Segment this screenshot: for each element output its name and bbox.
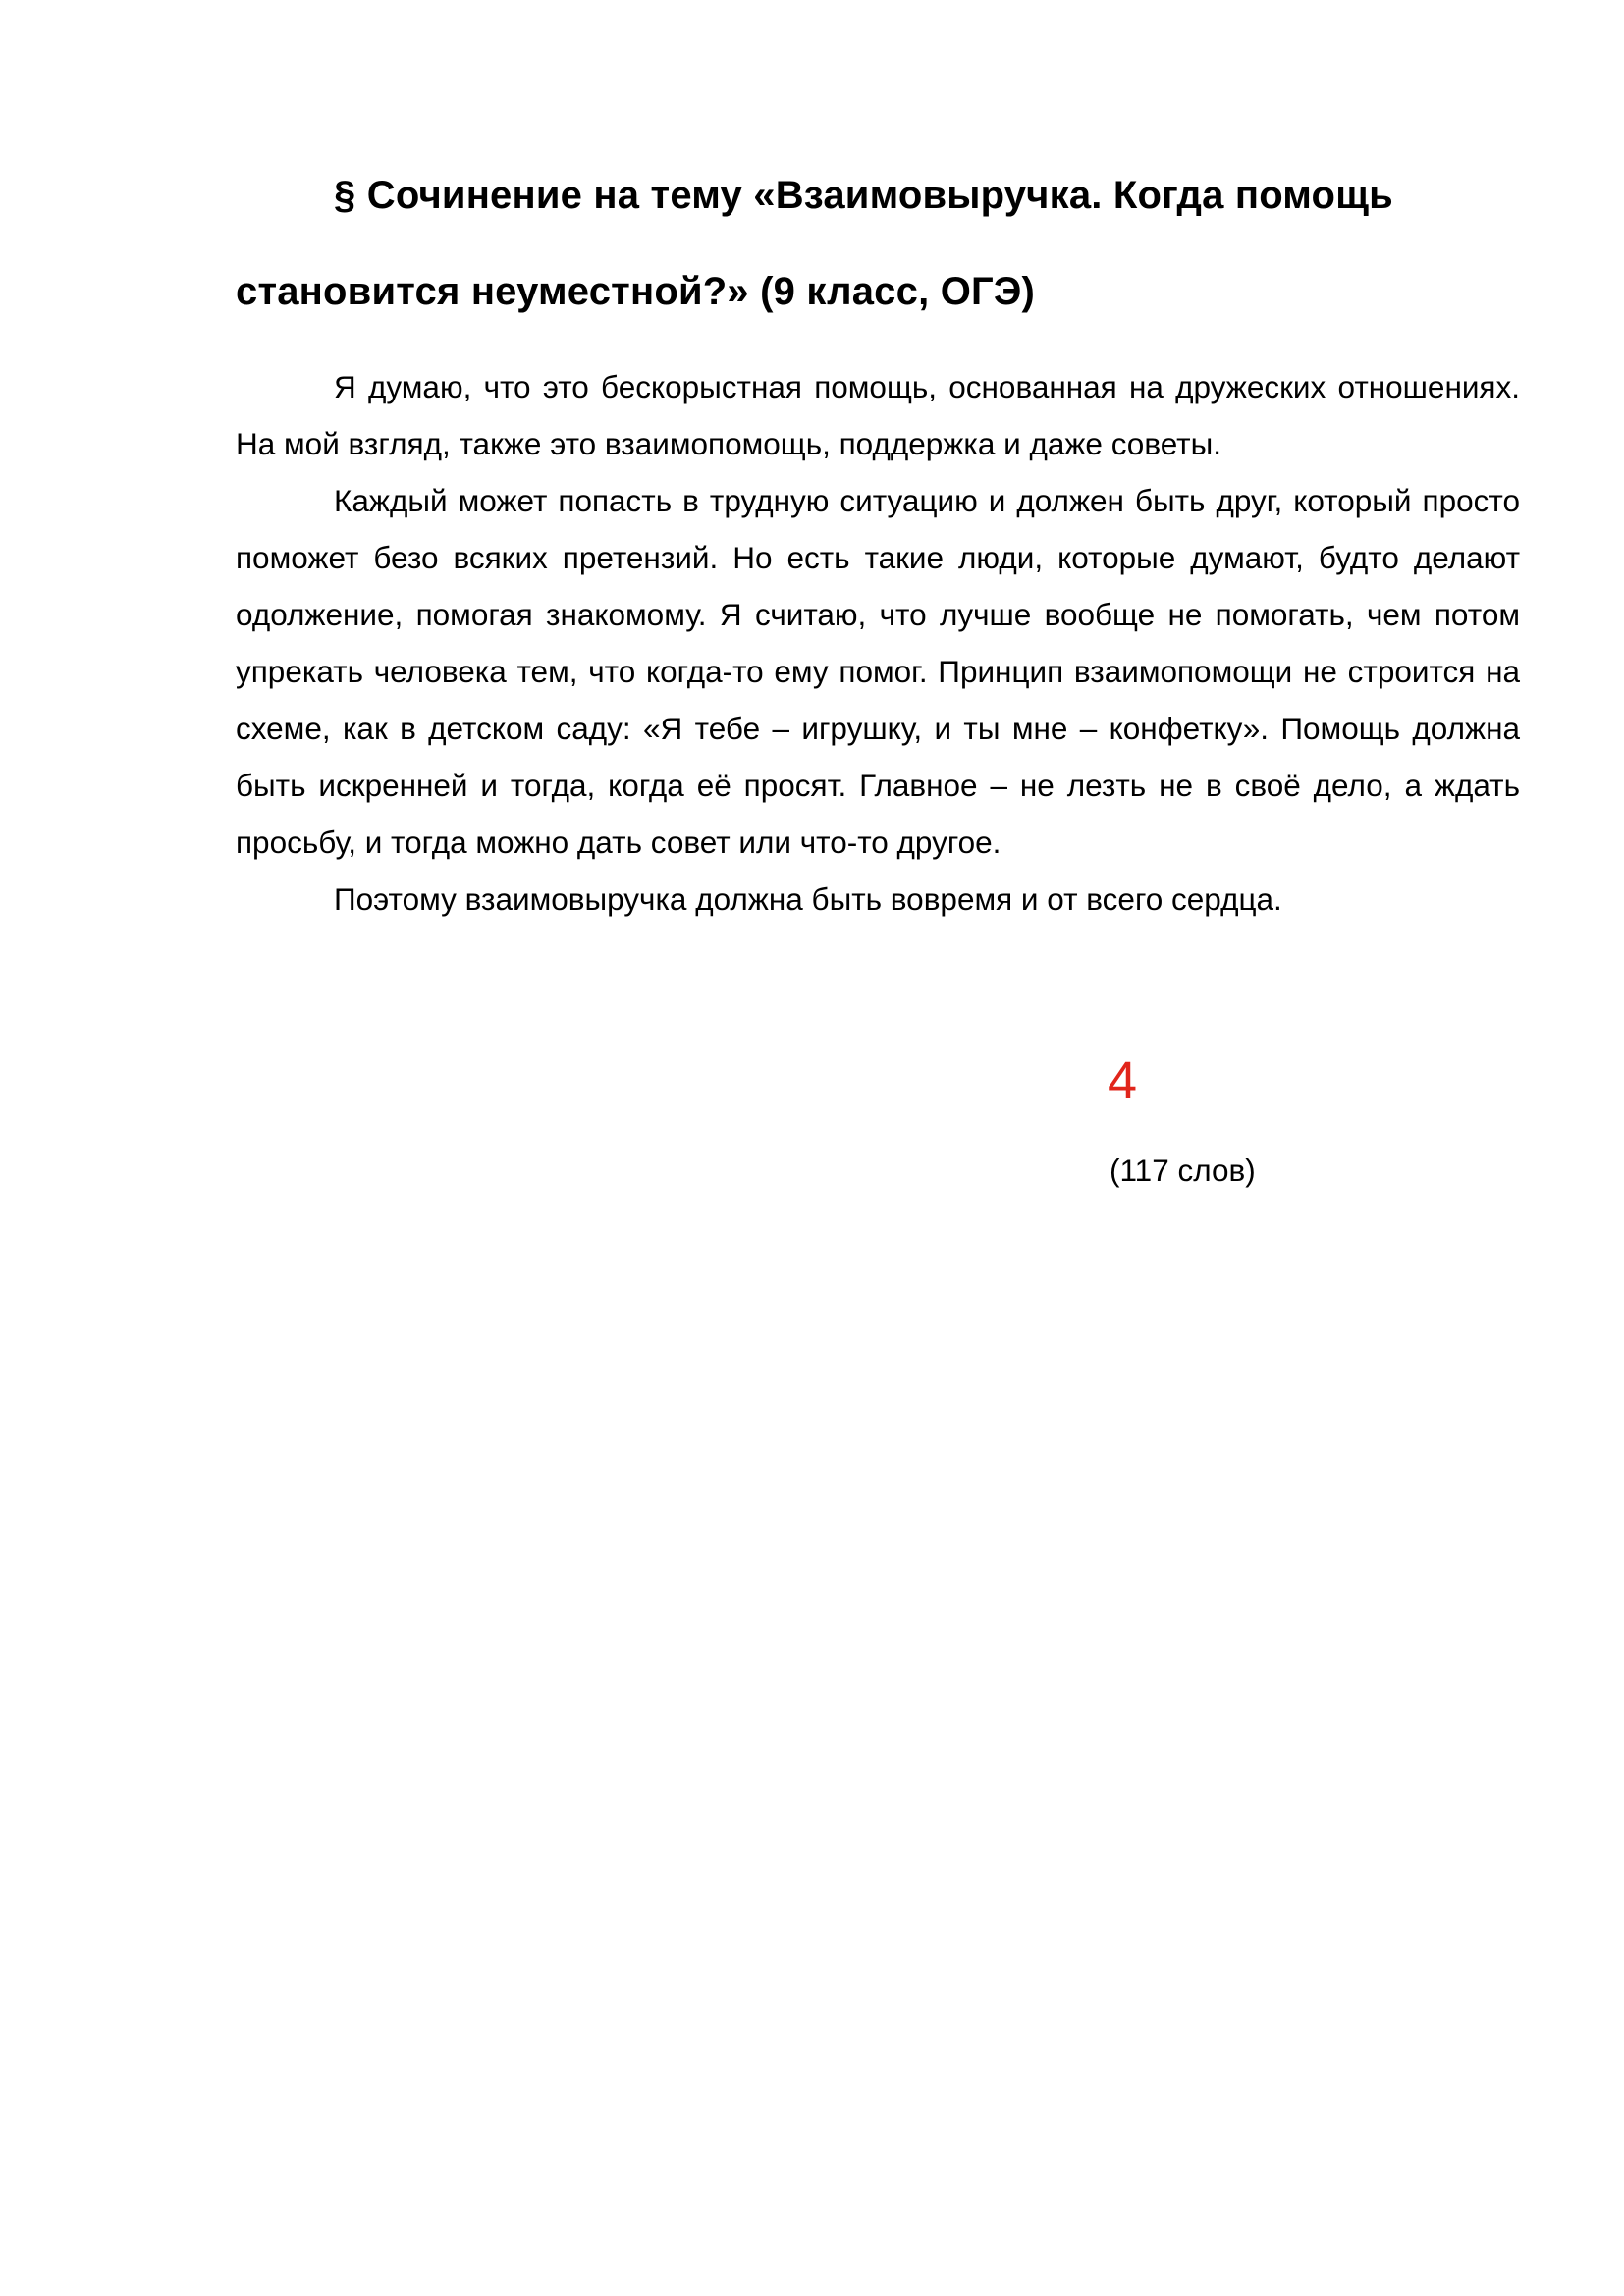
essay-paragraph-2: Каждый может попасть в трудную ситуацию и должен быть друг, который просто поможет безо всяких претензий. Но есть такие люди, которые думают, будто делают одолжение, помогая знакомому. Я считаю, что лучше вообще не помогать, чем потом упрекать человека тем, что когда-то ему помог. Принцип взаимопомощи не строится на схеме, как в детском саду: «Я тебе – игрушку, и ты мне – конфетку». Помощь должна быть искренней и тогда, когда её просят. Главное – не лезть не в своё дело, а ждать просьбу, и тогда можно дать совет или что-то другое. [236,483,1520,860]
essay-paragraph-3: Поэтому взаимовыручка должна быть вовремя и от всего сердца. [334,881,1282,917]
grade-mark: 4 [1108,1051,1138,1110]
essay-body [236,358,1520,928]
word-count: (117 слов) [1110,1152,1256,1188]
essay-paragraph-1: Я думаю, что это бескорыстная помощь, основанная на дружеских отношениях. На мой взгляд, также это взаимопомощь, поддержка и даже советы. [236,369,1520,461]
page-title: § Сочинение на тему «Взаимовыручка. Когда помощь становится неуместной?» (9 класс, ОГЭ) [236,174,1393,313]
